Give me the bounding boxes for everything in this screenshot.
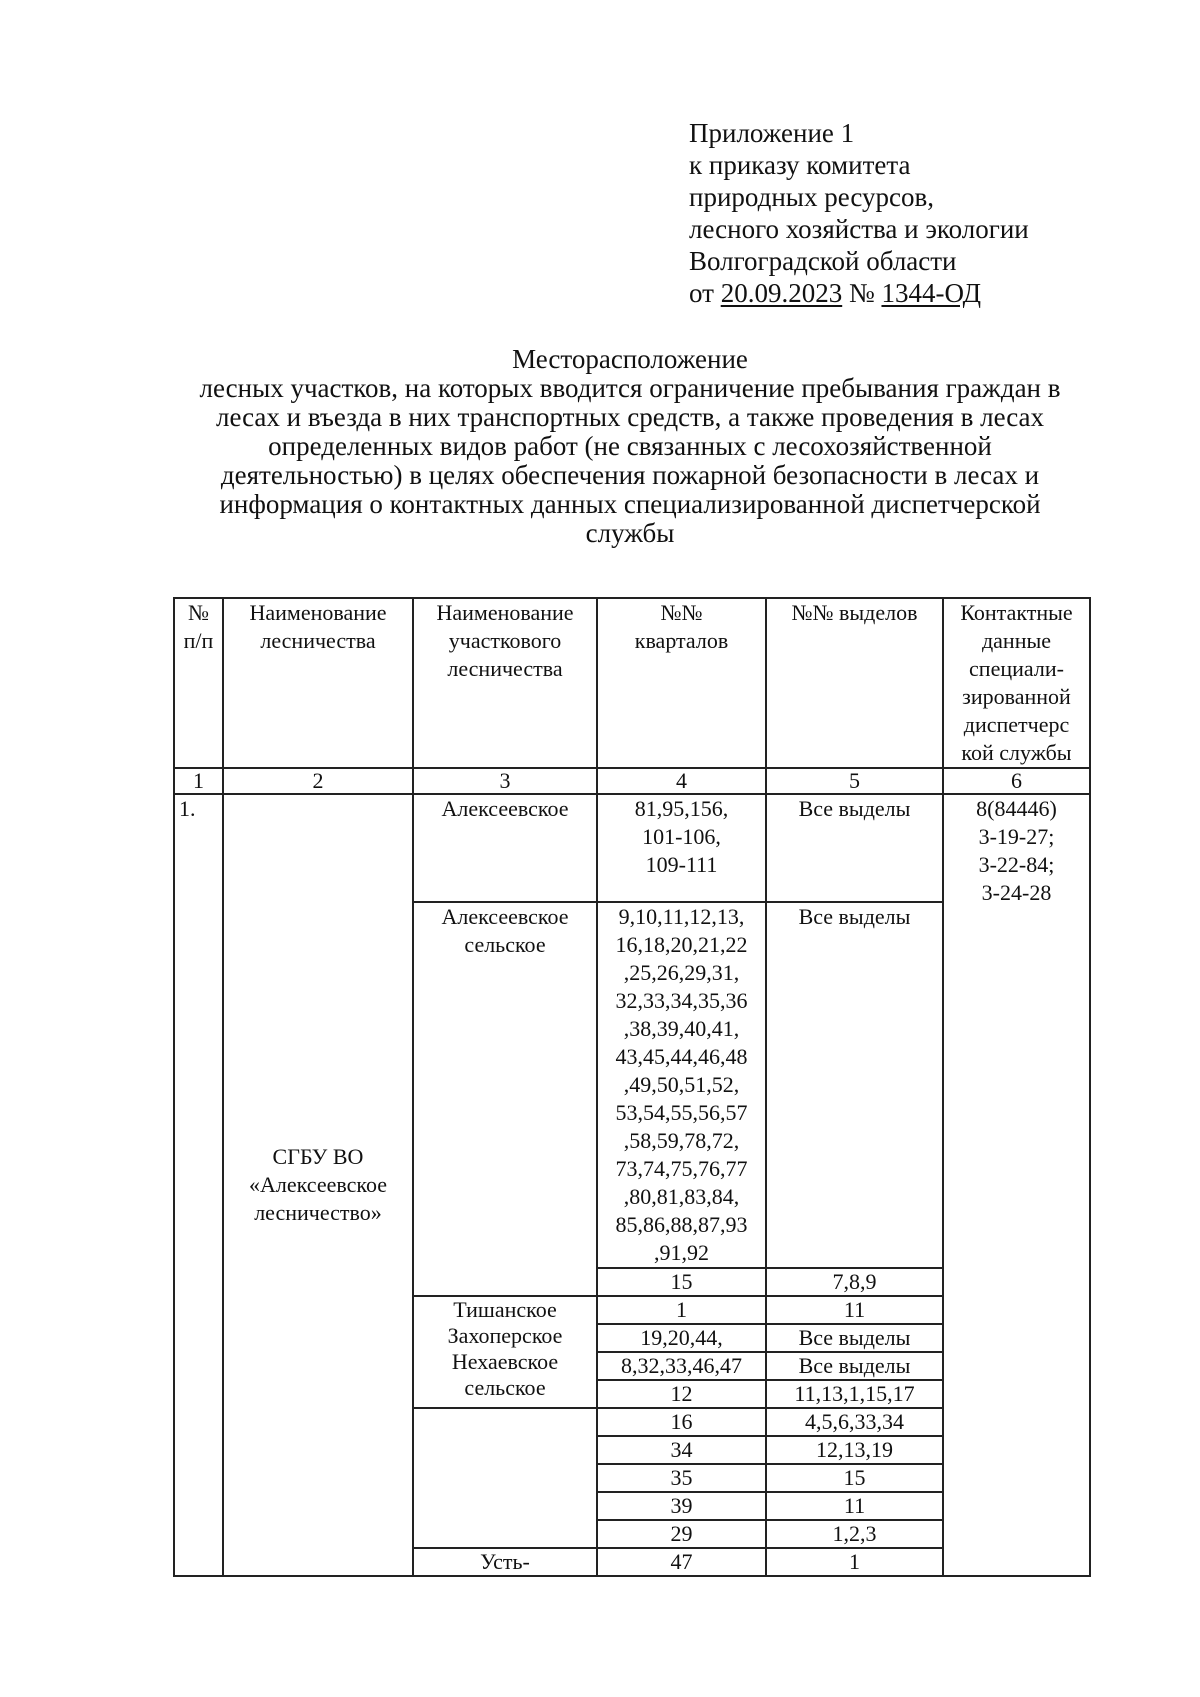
header-cell: Наименование участкового лесничества — [413, 598, 597, 768]
plots-cell: 1,2,3 — [766, 1520, 943, 1548]
column-number: 5 — [766, 768, 943, 794]
order-number-sign: № — [842, 278, 882, 308]
table-row — [174, 794, 1090, 902]
district-name-cell — [413, 1408, 597, 1548]
plots-cell: Все выделы — [766, 1324, 943, 1352]
plots-cell: 1 — [766, 1548, 943, 1576]
district-name-cell: Усть- — [413, 1548, 597, 1576]
forest-plots-table — [173, 597, 1091, 1577]
row-number-cell: 1. — [174, 794, 223, 1576]
quarters-cell: 9,10,11,12,13, 16,18,20,21,22 ,25,26,29,31, 32,33,34,35,36 ,38,39,40,41, 43,45,44,46,48 ,49,50,51,52, 53,54,55,56,57 ,58,59,78,72, 73,74,75,76,77 ,80,81,83,84, 85,86,88,87,93 ,91,92 — [597, 902, 766, 1268]
order-prefix: от — [689, 278, 721, 308]
plots-cell: 4,5,6,33,34 — [766, 1408, 943, 1436]
title-line: лесных участков, на которых вводится ограничение пребывания граждан в — [199, 373, 1061, 403]
quarters-cell: 81,95,156, 101-106, 109-111 — [597, 794, 766, 902]
plots-cell: Все выделы — [766, 902, 943, 1268]
document-title — [160, 345, 1100, 548]
plots-cell: Все выделы — [766, 1352, 943, 1380]
header-cell: Наименование лесничества — [223, 598, 413, 768]
header-cell: № п/п — [174, 598, 223, 768]
title-line: деятельностью) в целях обеспечения пожарной безопасности в лесах и — [220, 460, 1040, 490]
plots-cell: 15 — [766, 1464, 943, 1492]
appendix-line: Приложение 1 — [689, 118, 855, 148]
column-number-row — [174, 768, 1090, 794]
header-cell: Контактные данные специали- зированной диспетчерс кой службы — [943, 598, 1090, 768]
plots-cell: Все выделы — [766, 794, 943, 902]
plots-cell: 11 — [766, 1296, 943, 1324]
column-number: 3 — [413, 768, 597, 794]
column-number: 1 — [174, 768, 223, 794]
appendix-line: природных ресурсов, — [689, 182, 934, 212]
order-date: 20.09.2023 — [720, 278, 843, 308]
plots-cell: 11,13,1,15,17 — [766, 1380, 943, 1408]
quarters-cell: 39 — [597, 1492, 766, 1520]
order-number: 1344-ОД — [881, 278, 982, 308]
header-cell: №№ выделов — [766, 598, 943, 768]
title-line: определенных видов работ (не связанных с лесохозяйственной — [268, 431, 992, 461]
appendix-line: лесного хозяйства и экологии — [689, 214, 1029, 244]
quarters-cell: 1 — [597, 1296, 766, 1324]
plots-cell: 11 — [766, 1492, 943, 1520]
appendix-order-line — [689, 277, 1029, 309]
plots-cell: 12,13,19 — [766, 1436, 943, 1464]
quarters-cell: 19,20,44, — [597, 1324, 766, 1352]
appendix-line: Волгоградской области — [689, 246, 957, 276]
quarters-cell: 12 — [597, 1380, 766, 1408]
quarters-cell: 47 — [597, 1548, 766, 1576]
district-name-cell: Тишанское Захоперское Нехаевское сельское — [413, 1296, 597, 1408]
forestry-name-cell: СГБУ ВО «Алексеевское лесничество» — [223, 794, 413, 1576]
quarters-cell: 8,32,33,46,47 — [597, 1352, 766, 1380]
title-line: лесах и въезда в них транспортных средств, а также проведения в лесах — [215, 402, 1045, 432]
quarters-cell: 35 — [597, 1464, 766, 1492]
title-line: информация о контактных данных специализированной диспетчерской — [219, 489, 1041, 519]
appendix-block — [689, 117, 1029, 309]
plots-cell: 7,8,9 — [766, 1268, 943, 1296]
title-heading: Месторасположение — [512, 344, 748, 374]
header-cell: №№ кварталов — [597, 598, 766, 768]
table-header-row — [174, 598, 1090, 768]
district-name-cell: Алексеевское — [413, 794, 597, 902]
column-number: 4 — [597, 768, 766, 794]
quarters-cell: 29 — [597, 1520, 766, 1548]
quarters-cell: 34 — [597, 1436, 766, 1464]
appendix-line: к приказу комитета — [689, 150, 911, 180]
contacts-cell: 8(84446) 3-19-27; 3-22-84; 3-24-28 — [943, 794, 1090, 1576]
column-number: 6 — [943, 768, 1090, 794]
quarters-cell: 16 — [597, 1408, 766, 1436]
column-number: 2 — [223, 768, 413, 794]
district-name-cell: Алексеевское сельское — [413, 902, 597, 1296]
quarters-cell: 15 — [597, 1268, 766, 1296]
title-line: службы — [585, 518, 675, 548]
